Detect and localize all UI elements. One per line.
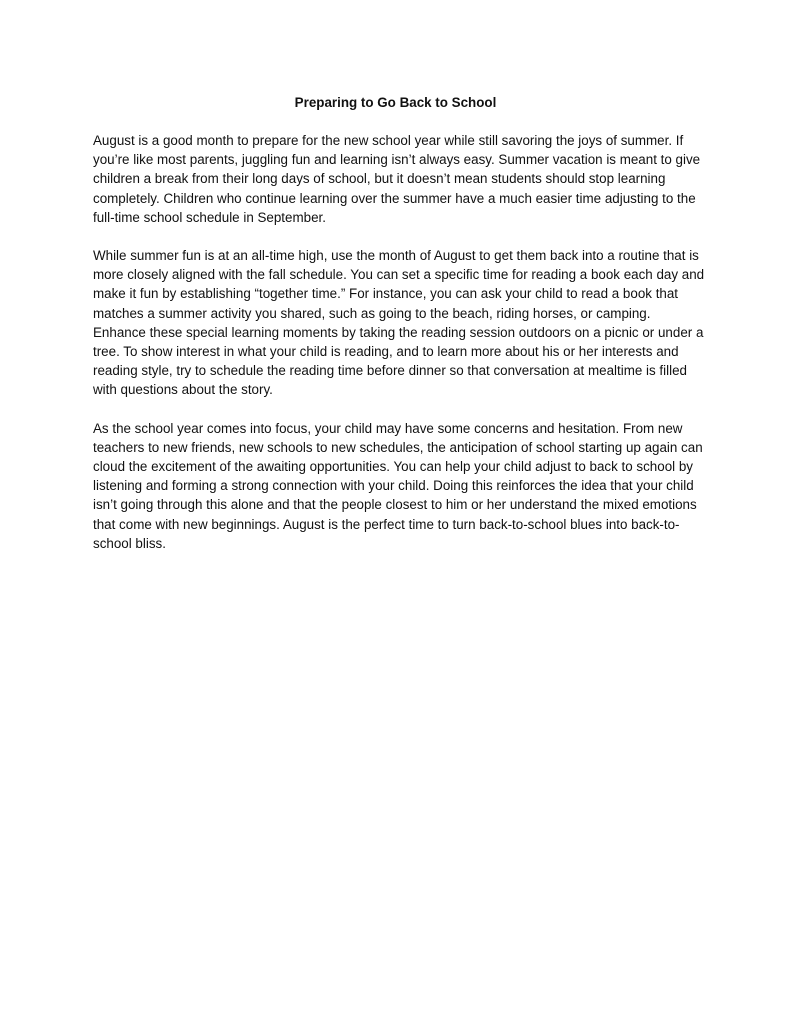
document-body bbox=[93, 131, 705, 572]
paragraph-1: August is a good month to prepare for the new school year while still savoring the joys of summer. If you’re like most parents, juggling fun and learning isn’t always easy. Summer vacation is meant to give children a break from their long days of school, but it doesn’t mean students should stop learning completely. Children who continue learning over the summer have a much easier time adjusting to the full-time school schedule in September. bbox=[93, 133, 701, 225]
document-title: Preparing to Go Back to School bbox=[294, 95, 497, 110]
paragraph-2: While summer fun is at an all-time high, use the month of August to get them back into a routine that is more closely aligned with the fall schedule. You can set a specific time for reading a book each day and make it fun by establishing “together time.” For instance, you can ask your child to read a book that matches a summer activity you shared, such as going to the beach, riding horses, or camping. Enhance these special learning moments by taking the reading session outdoors on a picnic or under a tree. To show interest in what your child is reading, and to learn more about his or her interests and reading style, try to schedule the reading time before dinner so that conversation at mealtime is filled with questions about the story. bbox=[93, 248, 705, 398]
paragraph-3: As the school year comes into focus, your child may have some concerns and hesitation. From new teachers to new friends, new schools to new schedules, the anticipation of school starting up again can cloud the excitement of the awaiting opportunities. You can help your child adjust to back to school by listening and forming a strong connection with your child. Doing this reinforces the idea that your child isn’t going through this alone and that the people closest to him or her understand the mixed emotions that come with new beginnings. August is the perfect time to turn back-to-school blues into back-to-school bliss. bbox=[93, 420, 703, 551]
